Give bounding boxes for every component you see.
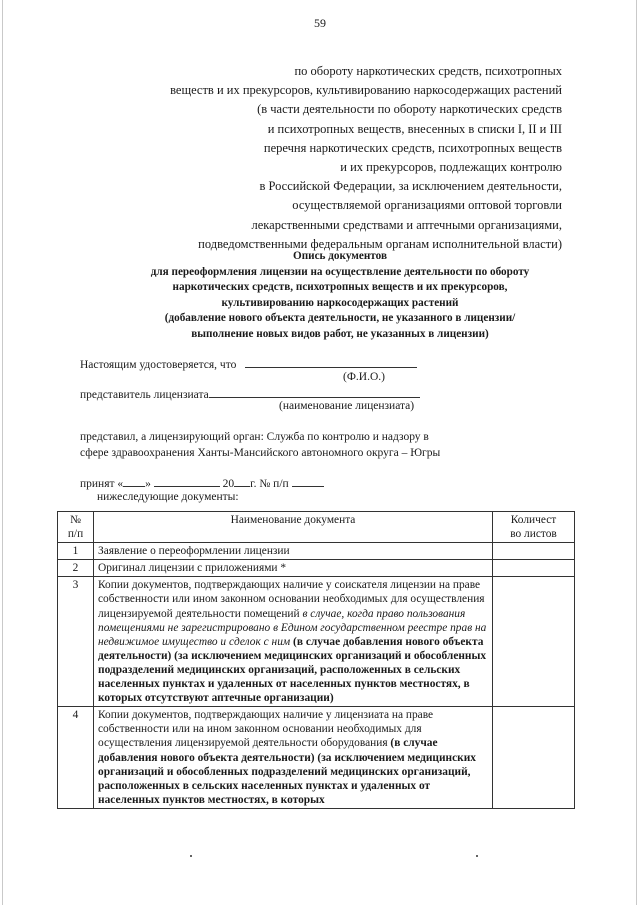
title-line: (добавление нового объекта деятельности, не указанного в лицензии/: [164, 312, 516, 324]
row-count-cell: [493, 577, 575, 707]
row-num: 2: [58, 560, 94, 577]
header-block: [82, 62, 562, 254]
row-text-italic: в случае, когда право пользования помещениями не зарегистрировано в Едином государственном реестре прав на недвижимое имущество и сделок с ним: [98, 607, 487, 648]
row-count-cell: [493, 707, 575, 809]
accepted-quote: »: [145, 478, 151, 490]
header-count-line1: Количест: [510, 514, 557, 526]
header-line: лекарственными средствами и аптечными организациями,: [251, 217, 562, 232]
row-count-cell: [493, 560, 575, 577]
row-num: 1: [58, 543, 94, 560]
header-line: (в части деятельности по обороту наркотических средств: [257, 102, 562, 117]
title-line: для переоформления лицензии на осуществление деятельности по обороту: [150, 265, 530, 278]
month-blank: [154, 474, 220, 487]
scan-dot: [190, 855, 192, 857]
title-line: наркотических средств, психотропных веществ и их прекурсоров,: [172, 281, 508, 293]
document-title: [100, 249, 580, 342]
header-line: по обороту наркотических средств, психотропных: [294, 64, 562, 78]
submission-line: представил, а лицензирующий орган: Служба по контролю и надзору в: [80, 431, 429, 443]
header-line: веществ и их прекурсоров, культивированию наркосодержащих растений: [170, 83, 562, 98]
page-edge-left: [2, 0, 3, 905]
table-row: [58, 577, 575, 707]
header-line: подведомственными федеральным органам исполнительной власти): [198, 236, 562, 251]
row-num: 3: [58, 577, 94, 707]
header-num-line2: п/п: [67, 528, 84, 541]
header-line: перечня наркотических средств, психотропных веществ: [263, 140, 562, 155]
row-text-bold: (в случае добавления нового объекта деятельности) (за исключением медицинских организаций и обособленных подразделений медицинских организаций, расположенных в сельских населенных пунктах и удаленных от населенных пунктов местностях, в которых: [98, 737, 476, 806]
accepted-prefix: принят «: [80, 478, 124, 490]
representative-line: [80, 385, 420, 401]
documents-table: [57, 511, 575, 809]
header-name: Наименование документа: [94, 512, 493, 543]
table-header-row: [58, 512, 575, 543]
year-blank: [234, 474, 250, 487]
certify-line: [80, 355, 417, 371]
documents-intro: нижеследующие документы:: [97, 491, 239, 503]
header-line: в Российской Федерации, за исключением деятельности,: [259, 179, 562, 194]
header-num-line1: №: [70, 514, 81, 526]
table-row: [58, 543, 575, 560]
row-text: [94, 707, 493, 809]
certify-label: Настоящим удостоверяется, что: [80, 359, 237, 371]
header-line: и их прекурсоров, подлежащих контролю: [340, 160, 562, 175]
header-line: осуществляемой организациями оптовой торговли: [292, 198, 562, 213]
header-count-line2: во листов: [510, 528, 557, 541]
fio-caption: (Ф.И.О.): [343, 371, 385, 383]
header-line: и психотропных веществ, внесенных в списки I, II и III: [267, 121, 562, 136]
row-text-plain: Копии документов, подтверждающих наличие у соискателя лицензии на праве собственности или ином законном основании необходимых для осуществления лицензируемой деятельности помещений: [98, 579, 485, 620]
page-number: 59: [314, 16, 326, 30]
header-num: [58, 512, 94, 543]
header-count: [493, 512, 575, 543]
accepted-year: 20: [222, 478, 235, 490]
representative-label: представитель лицензиата: [80, 389, 209, 401]
fio-blank: [245, 355, 417, 368]
accepted-line: [80, 474, 324, 492]
licensee-caption: (наименование лицензиата): [279, 400, 415, 412]
table-row: [58, 560, 575, 577]
number-blank: [292, 474, 324, 487]
page-edge-right: [636, 0, 637, 905]
row-text: Оригинал лицензии с приложениями *: [94, 560, 493, 577]
submission-line: сфере здравоохранения Ханты-Мансийского автономного округа – Югры: [80, 447, 441, 459]
licensee-blank: [209, 385, 420, 398]
table-row: [58, 707, 575, 809]
row-text-plain: Копии документов, подтверждающих наличие у лицензиата на праве собственности или на ином законном основании необходимых для осуществления лицензируемой деятельности оборудования: [98, 709, 434, 750]
scan-dot: [476, 855, 478, 857]
row-text: [94, 577, 493, 707]
submission-text: [80, 429, 440, 461]
row-num: 4: [58, 707, 94, 809]
title-line: культивированию наркосодержащих растений: [221, 296, 459, 309]
accepted-number-label: г. № п/п: [250, 478, 289, 490]
row-count-cell: [493, 543, 575, 560]
row-text-bold: (в случае добавления нового объекта деятельности) (за исключением медицинских организаций и обособленных подразделений медицинских организаций, расположенных в сельских населенных пунктах и удаленных от населенных пунктов местностях, в которых отсутствуют аптечные организации): [98, 635, 487, 705]
day-blank: [123, 474, 145, 487]
title-line: выполнение новых видов работ, не указанных в лицензии): [191, 327, 489, 340]
title-line: Опись документов: [293, 250, 387, 262]
row-text: Заявление о переоформлении лицензии: [94, 543, 493, 560]
